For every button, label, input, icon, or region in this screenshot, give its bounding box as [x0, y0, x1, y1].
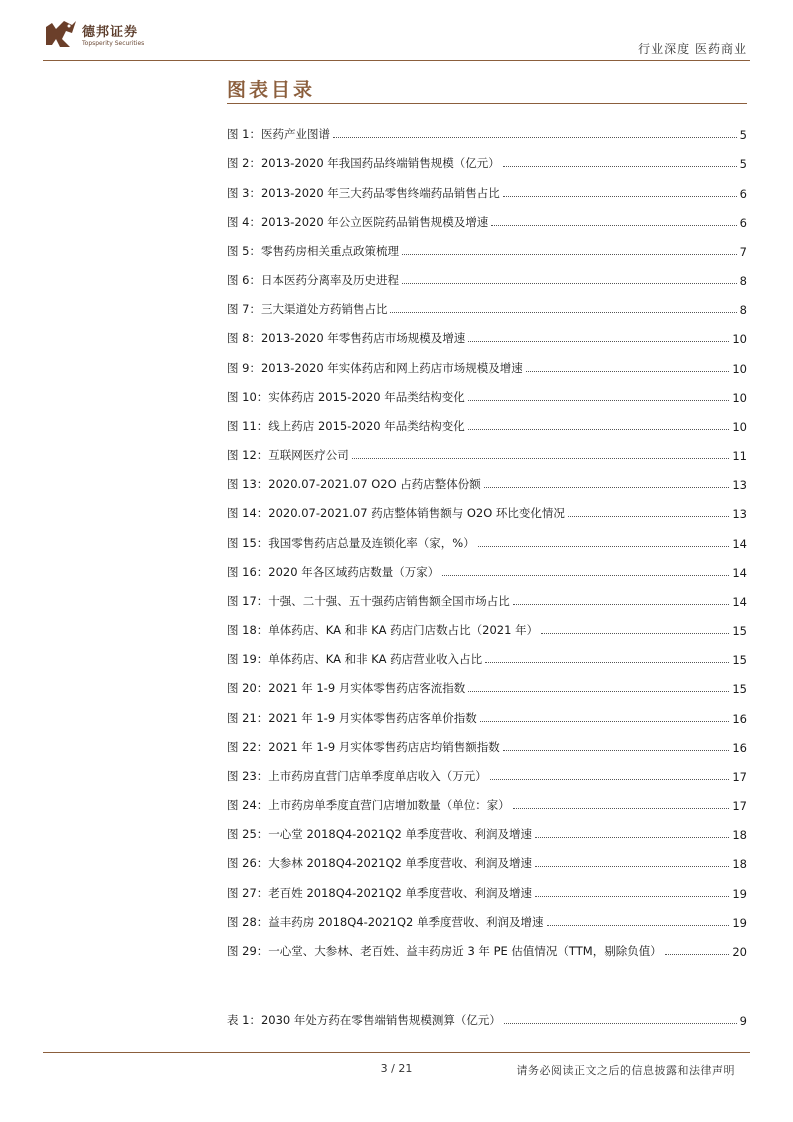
toc-entry-page: 17: [732, 769, 747, 784]
toc-entry-page: 15: [732, 653, 747, 668]
toc-entry[interactable]: [227, 842, 747, 871]
toc-entry-label: 图 3：2013-2020 年三大药品零售终端药品销售占比: [227, 185, 500, 200]
dot-leader: [503, 196, 737, 197]
toc-entry-label: 图 11：线上药店 2015-2020 年品类结构变化: [227, 418, 465, 433]
dot-leader: [504, 1023, 737, 1024]
toc-entry-label: 图 2：2013-2020 年我国药品终端销售规模（亿元）: [227, 156, 500, 171]
toc-entry-label: 图 1：医药产业图谱: [227, 127, 330, 142]
title-divider: [227, 103, 747, 104]
dot-leader: [503, 750, 730, 751]
toc-entry-label: 图 6：日本医药分离率及历史进程: [227, 273, 399, 288]
toc-entry-page: 5: [739, 128, 747, 143]
toc-entry[interactable]: [227, 755, 747, 784]
toc-entry-label: 图 7：三大渠道处方药销售占比: [227, 302, 388, 317]
logo-mark-icon: [42, 15, 78, 53]
toc-entry[interactable]: [227, 492, 747, 521]
page-number: 3 / 21: [380, 1062, 413, 1075]
toc-entry-page: 9: [739, 1014, 747, 1029]
toc-entry-label: 图 29：一心堂、大参林、老百姓、益丰药房近 3 年 PE 估值情况（TTM，剔除负值）: [227, 943, 662, 958]
toc-entry[interactable]: [227, 871, 747, 900]
toc-entry-label: 图 20：2021 年 1-9 月实体零售药店客流指数: [227, 681, 466, 696]
toc-entry-page: 15: [732, 682, 747, 697]
toc-entry-page: 10: [732, 390, 747, 405]
dot-leader: [535, 866, 729, 867]
dot-leader: [402, 283, 737, 284]
toc-entry-page: 18: [732, 828, 747, 843]
footer-divider: [43, 1052, 750, 1053]
toc-entry[interactable]: [227, 696, 747, 725]
report-category: 行业深度 医药商业: [638, 42, 747, 56]
toc-entry-label: 图 15：我国零售药店总量及连锁化率（家，%）: [227, 535, 475, 550]
toc-entry-page: 8: [739, 303, 747, 318]
toc-entry-page: 16: [732, 711, 747, 726]
toc-entry-label: 图 4：2013-2020 年公立医院药品销售规模及增速: [227, 214, 489, 229]
toc-entry[interactable]: [227, 726, 747, 755]
dot-leader: [513, 808, 730, 809]
figure-list: [227, 113, 747, 959]
dot-leader: [442, 575, 729, 576]
toc-entry-label: 图 26：大参林 2018Q4-2021Q2 单季度营收、利润及增速: [227, 856, 533, 871]
toc-entry[interactable]: [227, 667, 747, 696]
toc-entry[interactable]: [227, 346, 747, 375]
dot-leader: [485, 662, 729, 663]
toc-entry-label: 图 13：2020.07-2021.07 O2O 占药店整体份额: [227, 477, 481, 492]
toc-entry-page: 10: [732, 332, 747, 347]
toc-entry-label: 图 25：一心堂 2018Q4-2021Q2 单季度营收、利润及增速: [227, 827, 533, 842]
toc-entry-label: 图 28：益丰药房 2018Q4-2021Q2 单季度营收、利润及增速: [227, 914, 544, 929]
toc-entry-label: 图 22：2021 年 1-9 月实体零售药店店均销售额指数: [227, 739, 500, 754]
toc-entry[interactable]: [227, 201, 747, 230]
dot-leader: [503, 166, 737, 167]
toc-entry[interactable]: [227, 463, 747, 492]
toc-entry-label: 图 14：2020.07-2021.07 药店整体销售额与 O2O 环比变化情况: [227, 506, 565, 521]
toc-entry-page: 10: [732, 419, 747, 434]
toc-entry[interactable]: [227, 405, 747, 434]
toc-entry[interactable]: [227, 930, 747, 959]
toc-entry-label: 表 1：2030 年处方药在零售端销售规模测算（亿元）: [227, 1013, 501, 1028]
toc-entry[interactable]: [227, 999, 747, 1028]
toc-entry[interactable]: [227, 609, 747, 638]
toc-entry-page: 16: [732, 740, 747, 755]
toc-entry-page: 15: [732, 624, 747, 639]
toc-title: 图表目录: [227, 79, 316, 101]
dot-leader: [468, 429, 730, 430]
dot-leader: [547, 925, 730, 926]
toc-entry-label: 图 5：零售药房相关重点政策梳理: [227, 243, 399, 258]
toc-entry-page: 17: [732, 799, 747, 814]
toc-entry-label: 图 27：老百姓 2018Q4-2021Q2 单季度营收、利润及增速: [227, 885, 533, 900]
toc-entry[interactable]: [227, 230, 747, 259]
dot-leader: [526, 371, 730, 372]
dot-leader: [468, 400, 730, 401]
dot-leader: [665, 954, 730, 955]
footer-disclaimer: 请务必阅读正文之后的信息披露和法律声明: [516, 1064, 735, 1077]
toc-entry[interactable]: [227, 813, 747, 842]
toc-entry-page: 19: [732, 886, 747, 901]
toc-entry[interactable]: [227, 784, 747, 813]
dot-leader: [390, 312, 736, 313]
toc-entry[interactable]: [227, 551, 747, 580]
toc-entry-label: 图 10：实体药店 2015-2020 年品类结构变化: [227, 389, 465, 404]
toc-entry-page: 20: [732, 944, 747, 959]
toc-entry[interactable]: [227, 259, 747, 288]
toc-entry-page: 19: [732, 915, 747, 930]
dot-leader: [402, 254, 737, 255]
toc-entry[interactable]: [227, 288, 747, 317]
toc-entry-page: 11: [732, 449, 747, 464]
toc-entry-label: 图 9：2013-2020 年实体药店和网上药店市场规模及增速: [227, 360, 523, 375]
logo-text-cn: 德邦证券: [82, 25, 139, 40]
dot-leader: [484, 487, 730, 488]
toc-entry-page: 14: [732, 565, 747, 580]
toc-entry[interactable]: [227, 113, 747, 142]
toc-entry[interactable]: [227, 638, 747, 667]
dot-leader: [535, 896, 729, 897]
toc-entry-label: 图 24：上市药房单季度直营门店增加数量（单位：家）: [227, 798, 510, 813]
dot-leader: [480, 721, 730, 722]
toc-entry[interactable]: [227, 317, 747, 346]
toc-entry-label: 图 8：2013-2020 年零售药店市场规模及增速: [227, 331, 466, 346]
dot-leader: [468, 691, 729, 692]
toc-entry[interactable]: [227, 434, 747, 463]
company-logo: [42, 15, 192, 55]
dot-leader: [568, 516, 729, 517]
toc-entry-label: 图 23：上市药房直营门店单季度单店收入（万元）: [227, 768, 487, 783]
toc-entry-page: 8: [739, 274, 747, 289]
toc-entry[interactable]: [227, 171, 747, 200]
table-list: [227, 999, 747, 1028]
toc-entry-page: 13: [732, 507, 747, 522]
toc-entry[interactable]: [227, 521, 747, 550]
toc-entry[interactable]: [227, 901, 747, 930]
dot-leader: [541, 633, 729, 634]
toc-entry-page: 6: [739, 215, 747, 230]
dot-leader: [535, 837, 729, 838]
toc-entry-page: 7: [739, 244, 747, 259]
dot-leader: [352, 458, 730, 459]
toc-entry-label: 图 21：2021 年 1-9 月实体零售药店客单价指数: [227, 710, 477, 725]
toc-entry-label: 图 16：2020 年各区域药店数量（万家）: [227, 564, 440, 579]
header-divider: [43, 60, 750, 61]
toc-entry-page: 18: [732, 857, 747, 872]
toc-entry[interactable]: [227, 142, 747, 171]
dot-leader: [490, 779, 730, 780]
dot-leader: [478, 546, 730, 547]
dot-leader: [333, 137, 737, 138]
toc-entry-label: 图 19：单体药店、KA 和非 KA 药店营业收入占比: [227, 652, 483, 667]
toc-entry-page: 6: [739, 186, 747, 201]
toc-entry[interactable]: [227, 376, 747, 405]
toc-entry-page: 14: [732, 536, 747, 551]
toc-entry-label: 图 18：单体药店、KA 和非 KA 药店门店数占比（2021 年）: [227, 623, 539, 638]
toc-entry-page: 5: [739, 157, 747, 172]
toc-entry-page: 10: [732, 361, 747, 376]
dot-leader: [491, 225, 736, 226]
logo-text-en: Topsperity Securities: [82, 40, 145, 47]
dot-leader: [468, 341, 729, 342]
toc-entry[interactable]: [227, 580, 747, 609]
toc-entry-page: 13: [732, 478, 747, 493]
dot-leader: [513, 604, 730, 605]
toc-entry-page: 14: [732, 594, 747, 609]
toc-entry-label: 图 17：十强、二十强、五十强药店销售额全国市场占比: [227, 593, 510, 608]
toc-entry-label: 图 12：互联网医疗公司: [227, 448, 349, 463]
